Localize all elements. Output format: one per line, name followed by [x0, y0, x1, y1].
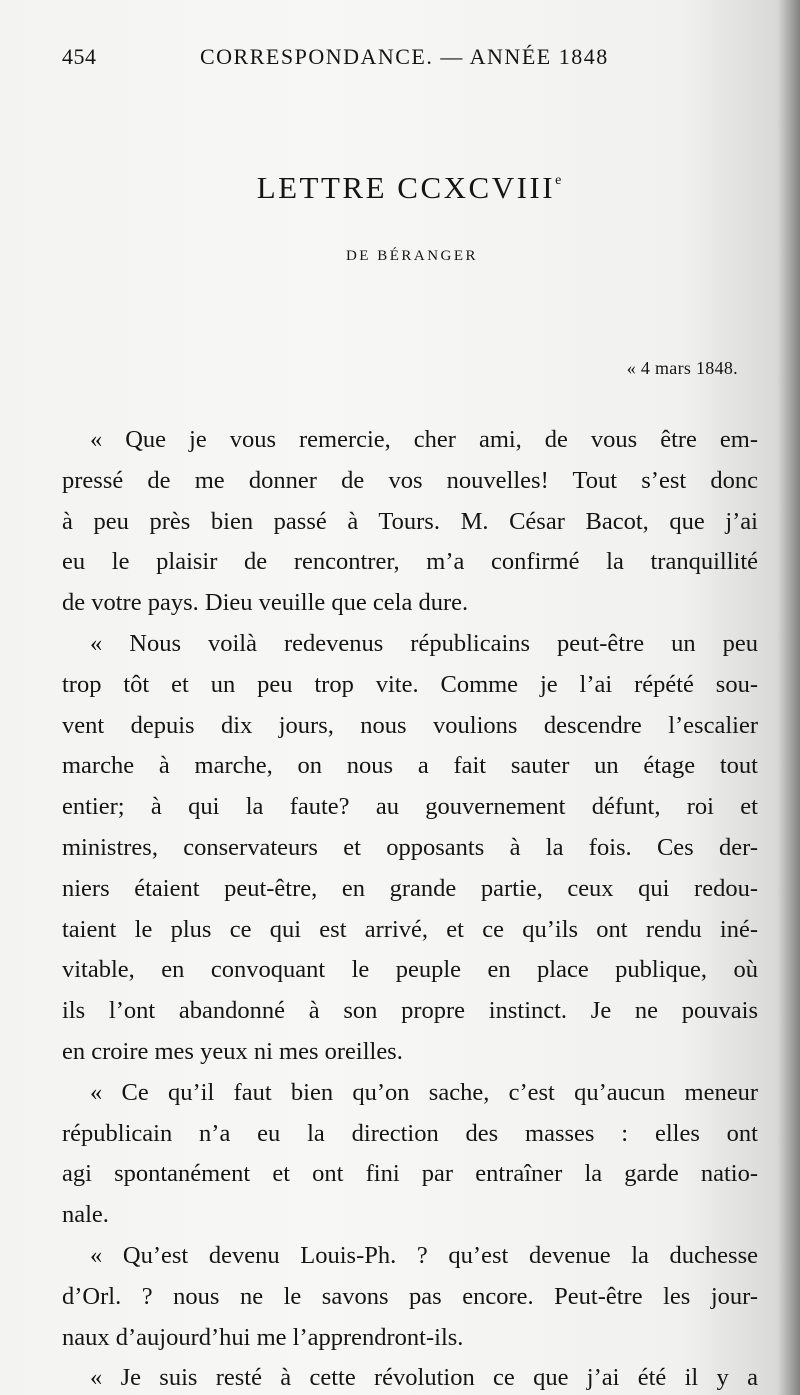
body-line: de votre pays. Dieu veuille que cela dure. [62, 589, 469, 617]
running-head: CORRESPONDANCE. — ANNÉE 1848 [200, 44, 609, 69]
letter-body [62, 420, 758, 1395]
letter-title-text: LETTRE CCXCVIII [256, 170, 556, 205]
body-line: d’Orl. ? nous ne le savons pas encore. Peut-être les jour- [62, 1282, 758, 1310]
page-header [62, 44, 752, 84]
body-line: républicain n’a eu la direction des masses : elles ont [62, 1119, 758, 1147]
body-line: eu le plaisir de rencontrer, m’a confirmé la tranquillité [62, 548, 758, 576]
letter-author: DE BÉRANGER [345, 248, 479, 264]
body-line: niers étaient peut-être, en grande partie, ceux qui redou- [62, 874, 758, 902]
letter-title [0, 170, 800, 206]
body-line: trop tôt et un peu trop vite. Comme je l’ai répété sou- [62, 670, 758, 698]
body-line: à peu près bien passé à Tours. M. César Bacot, que j’ai [62, 507, 758, 535]
body-line: « Qu’est devenu Louis-Ph. ? qu’est devenue la duchesse [90, 1241, 758, 1269]
body-line: en croire mes yeux ni mes oreilles. [62, 1037, 403, 1065]
body-line: marche à marche, on nous a fait sauter un étage tout [62, 752, 758, 780]
body-line: vitable, en convoquant le peuple en place publique, où [62, 956, 758, 984]
body-line: agi spontanément et ont fini par entraîner la garde natio- [62, 1160, 758, 1188]
page-edge-shadow [778, 0, 800, 1395]
body-line: vent depuis dix jours, nous voulions descendre l’escalier [62, 711, 758, 739]
body-line: entier; à qui la faute? au gouvernement défunt, roi et [62, 793, 758, 821]
letter-date: « 4 mars 1848. [626, 358, 738, 378]
body-line: « Nous voilà redevenus républicains peut-être un peu [90, 629, 758, 657]
body-line: nale. [62, 1201, 109, 1229]
body-line: « Je suis resté à cette révolution ce que j’ai été il y a [90, 1364, 758, 1392]
body-line: « Ce qu’il faut bien qu’on sache, c’est qu’aucun meneur [90, 1078, 758, 1106]
body-line: taient le plus ce qui est arrivé, et ce qu’ils ont rendu iné- [62, 915, 758, 943]
body-line: ils l’ont abandonné à son propre instinct. Je ne pouvais [62, 997, 758, 1025]
letter-title-superscript: e [555, 173, 562, 188]
page-number: 454 [62, 44, 97, 69]
body-line: pressé de me donner de vos nouvelles! Tout s’est donc [62, 466, 758, 494]
body-line: « Que je vous remercie, cher ami, de vous être em- [90, 426, 758, 453]
body-line: naux d’aujourd’hui me l’apprendront-ils. [62, 1323, 464, 1351]
body-line: ministres, conservateurs et opposants à la fois. Ces der- [62, 833, 758, 861]
